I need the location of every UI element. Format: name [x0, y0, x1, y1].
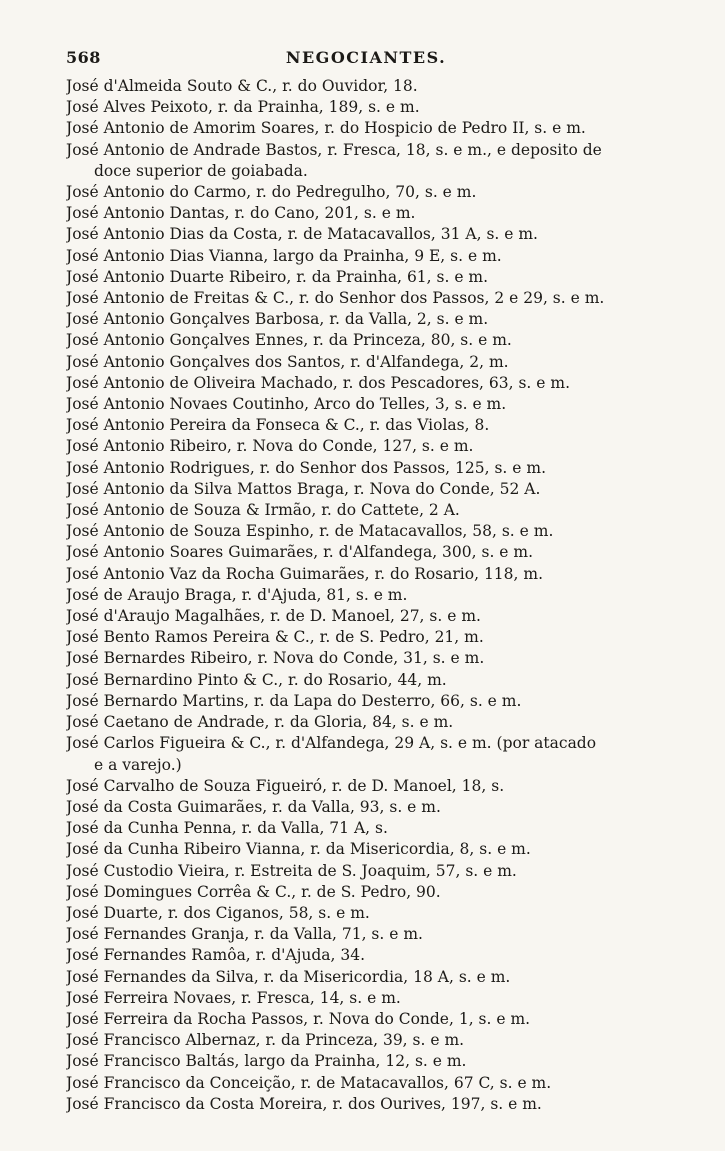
entry-text: José Antonio do Carmo, r. do Pedregulho, 70, s. e m.	[66, 183, 477, 202]
directory-entry	[66, 415, 666, 436]
directory-entry	[66, 1073, 666, 1094]
entry-text: José Bento Ramos Pereira & C., r. de S. Pedro, 21, m.	[66, 628, 484, 647]
entry-text: José Antonio Ribeiro, r. Nova do Conde, 127, s. e m.	[66, 437, 474, 456]
directory-entry	[66, 458, 666, 479]
entry-text: José Custodio Vieira, r. Estreita de S. Joaquim, 57, s. e m.	[66, 861, 517, 880]
directory-entry	[66, 352, 666, 373]
entry-text: José Antonio Gonçalves dos Santos, r. d'Alfandega, 2, m.	[66, 352, 509, 371]
entry-text: José da Costa Guimarães, r. da Valla, 93, s. e m.	[66, 797, 441, 816]
entry-text: José Antonio de Amorim Soares, r. do Hospicio de Pedro II, s. e m.	[66, 119, 586, 138]
directory-entry	[66, 988, 666, 1009]
directory-entry	[66, 97, 666, 118]
entry-text: José Alves Peixoto, r. da Prainha, 189, s. e m.	[66, 98, 420, 117]
entry-text: José Antonio de Oliveira Machado, r. dos Pescadores, 63, s. e m.	[66, 373, 570, 392]
directory-entry	[66, 500, 666, 521]
directory-entry	[66, 140, 666, 182]
entry-text: José Carlos Figueira & C., r. d'Alfandega, 29 A, s. e m. (por atacado	[66, 734, 597, 753]
directory-entry	[66, 670, 666, 691]
entry-text: José Fernandes Granja, r. da Valla, 71, s. e m.	[66, 925, 423, 944]
entry-text: José Domingues Corrêa & C., r. de S. Pedro, 90.	[66, 882, 441, 901]
entry-text: José Francisco da Costa Moreira, r. dos Ourives, 197, s. e m.	[66, 1094, 542, 1113]
entry-text: José Carvalho de Souza Figueiró, r. de D. Manoel, 18, s.	[66, 776, 505, 795]
entry-text: José Ferreira da Rocha Passos, r. Nova do Conde, 1, s. e m.	[66, 1009, 531, 1028]
directory-entry	[66, 224, 666, 245]
directory-entry	[66, 542, 666, 563]
directory-entry	[66, 521, 666, 542]
entry-text: José Antonio da Silva Mattos Braga, r. Nova do Conde, 52 A.	[66, 479, 541, 498]
directory-entry	[66, 373, 666, 394]
directory-entry	[66, 182, 666, 203]
entry-text: José Fernandes Ramôa, r. d'Ajuda, 34.	[66, 946, 366, 965]
directory-entry	[66, 118, 666, 139]
entry-text: José Antonio Duarte Ribeiro, r. da Prainha, 61, s. e m.	[66, 267, 489, 286]
page-header	[66, 48, 666, 70]
entry-continuation: doce superior de goiabada.	[94, 161, 308, 180]
directory-entry	[66, 479, 666, 500]
entry-text: José Antonio Vaz da Rocha Guimarães, r. do Rosario, 118, m.	[66, 564, 544, 583]
directory-entry	[66, 797, 666, 818]
entry-text: José Antonio Dias da Costa, r. de Matacavallos, 31 A, s. e m.	[66, 225, 538, 244]
entry-text: José Antonio Dantas, r. do Cano, 201, s. e m.	[66, 204, 416, 223]
directory-entry	[66, 627, 666, 648]
directory-entry	[66, 648, 666, 669]
entry-continuation: e a varejo.)	[94, 755, 182, 774]
directory-entry	[66, 924, 666, 945]
directory-entry	[66, 945, 666, 966]
entry-text: José da Cunha Ribeiro Vianna, r. da Misericordia, 8, s. e m.	[66, 840, 531, 859]
directory-entry	[66, 882, 666, 903]
running-head: NEGOCIANTES.	[285, 48, 447, 67]
directory-entry	[66, 691, 666, 712]
directory-entry	[66, 1030, 666, 1051]
directory-entry	[66, 1051, 666, 1072]
directory-entry	[66, 712, 666, 733]
entry-text: José Francisco Baltás, largo da Prainha, 12, s. e m.	[66, 1052, 467, 1071]
entry-text: José Francisco Albernaz, r. da Princeza, 39, s. e m.	[66, 1031, 465, 1050]
directory-entry	[66, 733, 666, 775]
entry-text: José Antonio Soares Guimarães, r. d'Alfandega, 300, s. e m.	[66, 543, 534, 562]
directory-listing	[66, 76, 666, 1115]
entry-text: José Antonio Pereira da Fonseca & C., r. das Violas, 8.	[66, 416, 490, 435]
directory-entry	[66, 394, 666, 415]
directory-entry	[66, 967, 666, 988]
directory-entry	[66, 606, 666, 627]
entry-text: José da Cunha Penna, r. da Valla, 71 A, s.	[66, 819, 388, 838]
entry-text: José Antonio Rodrigues, r. do Senhor dos Passos, 125, s. e m.	[66, 458, 547, 477]
directory-entry	[66, 288, 666, 309]
entry-text: José Caetano de Andrade, r. da Gloria, 84, s. e m.	[66, 713, 454, 732]
entry-text: José Bernardes Ribeiro, r. Nova do Conde, 31, s. e m.	[66, 649, 485, 668]
entry-text: José Francisco da Conceição, r. de Matacavallos, 67 C, s. e m.	[66, 1073, 552, 1092]
entry-text: José de Araujo Braga, r. d'Ajuda, 81, s. e m.	[66, 585, 408, 604]
directory-entry	[66, 1094, 666, 1115]
directory-entry	[66, 267, 666, 288]
page-number: 568	[66, 48, 101, 67]
entry-text: José Antonio Dias Vianna, largo da Prainha, 9 E, s. e m.	[66, 246, 502, 265]
entry-text: José Ferreira Novaes, r. Fresca, 14, s. e m.	[66, 988, 401, 1007]
directory-entry	[66, 246, 666, 267]
entry-text: José Antonio de Souza & Irmão, r. do Cattete, 2 A.	[66, 501, 460, 520]
entry-text: José d'Almeida Souto & C., r. do Ouvidor, 18.	[66, 77, 418, 95]
directory-entry	[66, 309, 666, 330]
entry-text: José Antonio Novaes Coutinho, Arco do Telles, 3, s. e m.	[66, 395, 507, 414]
entry-text: José Antonio Gonçalves Barbosa, r. da Valla, 2, s. e m.	[66, 310, 489, 329]
directory-entry	[66, 818, 666, 839]
directory-entry	[66, 436, 666, 457]
directory-entry	[66, 76, 666, 97]
entry-text: José Duarte, r. dos Ciganos, 58, s. e m.	[66, 903, 370, 922]
directory-entry	[66, 1009, 666, 1030]
directory-entry	[66, 564, 666, 585]
directory-entry	[66, 330, 666, 351]
directory-entry	[66, 839, 666, 860]
entry-text: José Bernardo Martins, r. da Lapa do Desterro, 66, s. e m.	[66, 691, 522, 710]
directory-entry	[66, 903, 666, 924]
entry-text: José Antonio de Souza Espinho, r. de Matacavallos, 58, s. e m.	[66, 522, 554, 541]
entry-text: José Antonio de Andrade Bastos, r. Fresca, 18, s. e m., e deposito de	[66, 140, 602, 159]
directory-entry	[66, 585, 666, 606]
entry-text: José Antonio de Freitas & C., r. do Senhor dos Passos, 2 e 29, s. e m.	[66, 289, 605, 308]
entry-text: José d'Araujo Magalhães, r. de D. Manoel, 27, s. e m.	[66, 607, 481, 626]
entry-text: José Antonio Gonçalves Ennes, r. da Princeza, 80, s. e m.	[66, 331, 512, 350]
entry-text: José Fernandes da Silva, r. da Misericordia, 18 A, s. e m.	[66, 967, 511, 986]
directory-entry	[66, 776, 666, 797]
entry-text: José Bernardino Pinto & C., r. do Rosario, 44, m.	[66, 670, 447, 689]
directory-entry	[66, 203, 666, 224]
directory-entry	[66, 861, 666, 882]
